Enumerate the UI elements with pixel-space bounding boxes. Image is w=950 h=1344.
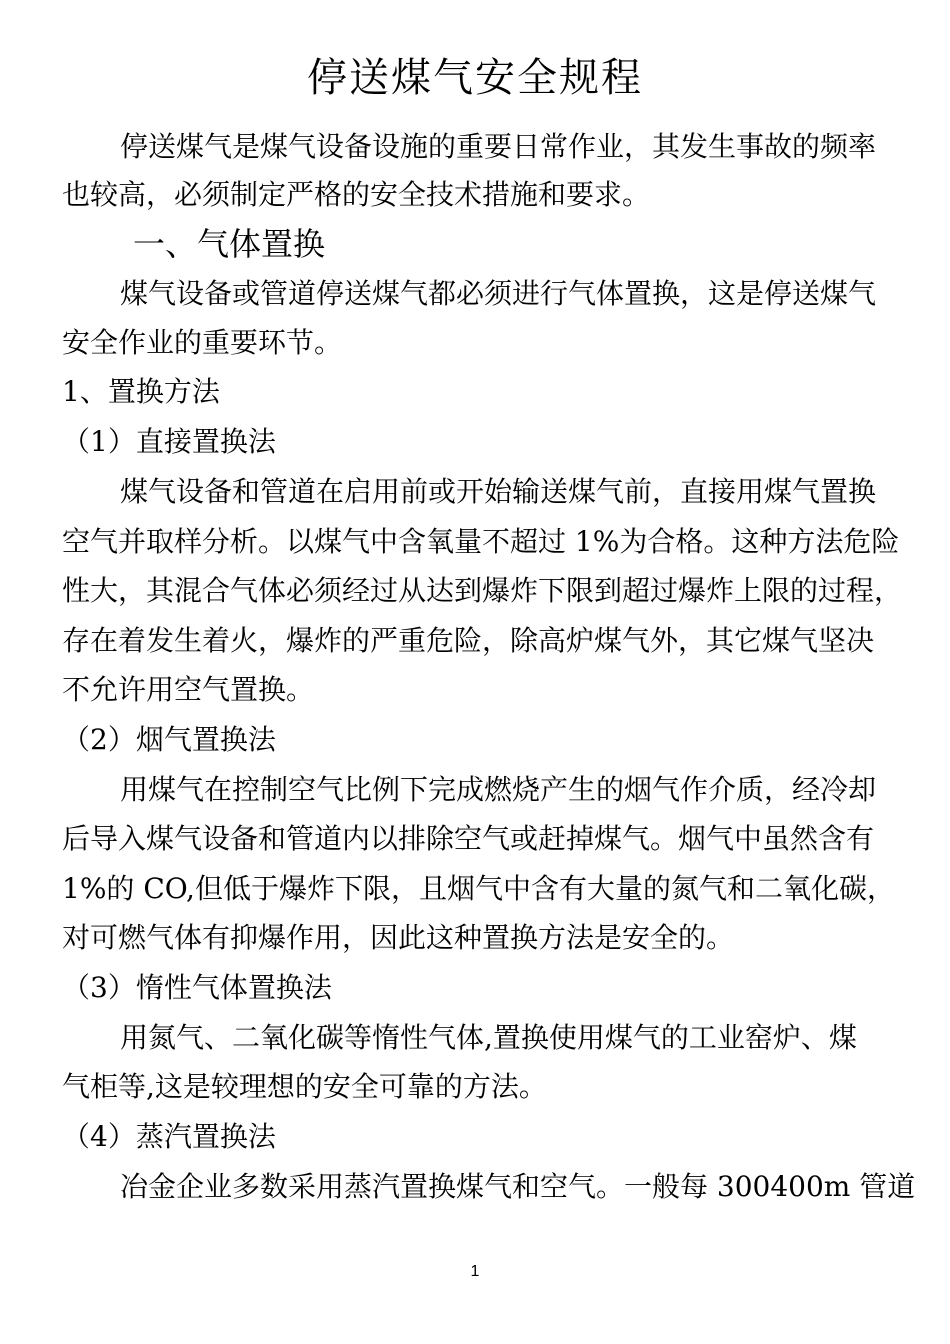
method2-line-1: 用煤气在控制空气比例下完成燃烧产生的烟气作介质，经冷却 bbox=[120, 773, 877, 806]
method4-line-1: 冶金企业多数采用蒸汽置换煤气和空气。一般每 300400m 管道 bbox=[120, 1170, 916, 1203]
method1-line-1: 煤气设备和管道在启用前或开始输送煤气前，直接用煤气置换 bbox=[120, 475, 877, 508]
section1-line-1: 煤气设备或管道停送煤气都必须进行气体置换，这是停送煤气 bbox=[120, 277, 877, 310]
section1-line-2: 安全作业的重要环节。 bbox=[62, 326, 343, 359]
method1-heading: （1）直接置换法 bbox=[62, 425, 276, 458]
section-heading-gas-replacement: 一、气体置换 bbox=[133, 225, 326, 263]
document-title: 停送煤气安全规程 bbox=[307, 55, 643, 101]
method1-line-3: 性大，其混合气体必须经过从达到爆炸下限到超过爆炸上限的过程， bbox=[62, 574, 903, 607]
method1-line-4: 存在着发生着火，爆炸的严重危险，除高炉煤气外，其它煤气坚决 bbox=[62, 624, 875, 657]
intro-line-2: 也较高，必须制定严格的安全技术措施和要求。 bbox=[62, 178, 651, 211]
page-number: 1 bbox=[470, 1263, 480, 1280]
method2-heading: （2）烟气置换法 bbox=[62, 723, 276, 756]
method3-line-2: 气柜等,这是较理想的安全可靠的方法。 bbox=[62, 1070, 547, 1103]
intro-line-1: 停送煤气是煤气设备设施的重要日常作业，其发生事故的频率 bbox=[120, 130, 877, 163]
method3-line-1: 用氮气、二氧化碳等惰性气体,置换使用煤气的工业窑炉、煤 bbox=[120, 1021, 857, 1054]
method1-line-5: 不允许用空气置换。 bbox=[62, 673, 315, 706]
method2-line-3: 1%的 CO,但低于爆炸下限，且烟气中含有大量的氮气和二氧化碳， bbox=[62, 872, 895, 905]
method2-line-2: 后导入煤气设备和管道内以排除空气或赶掉煤气。烟气中虽然含有 bbox=[62, 822, 875, 855]
method3-heading: （3）惰性气体置换法 bbox=[62, 971, 332, 1004]
method1-line-2: 空气并取样分析。以煤气中含氧量不超过 1%为合格。这种方法危险 bbox=[62, 525, 900, 558]
subsection-heading-replacement-methods: 1、置换方法 bbox=[62, 375, 220, 408]
method2-line-4: 对可燃气体有抑爆作用，因此这种置换方法是安全的。 bbox=[62, 921, 735, 954]
method4-heading: （4）蒸汽置换法 bbox=[62, 1120, 276, 1153]
